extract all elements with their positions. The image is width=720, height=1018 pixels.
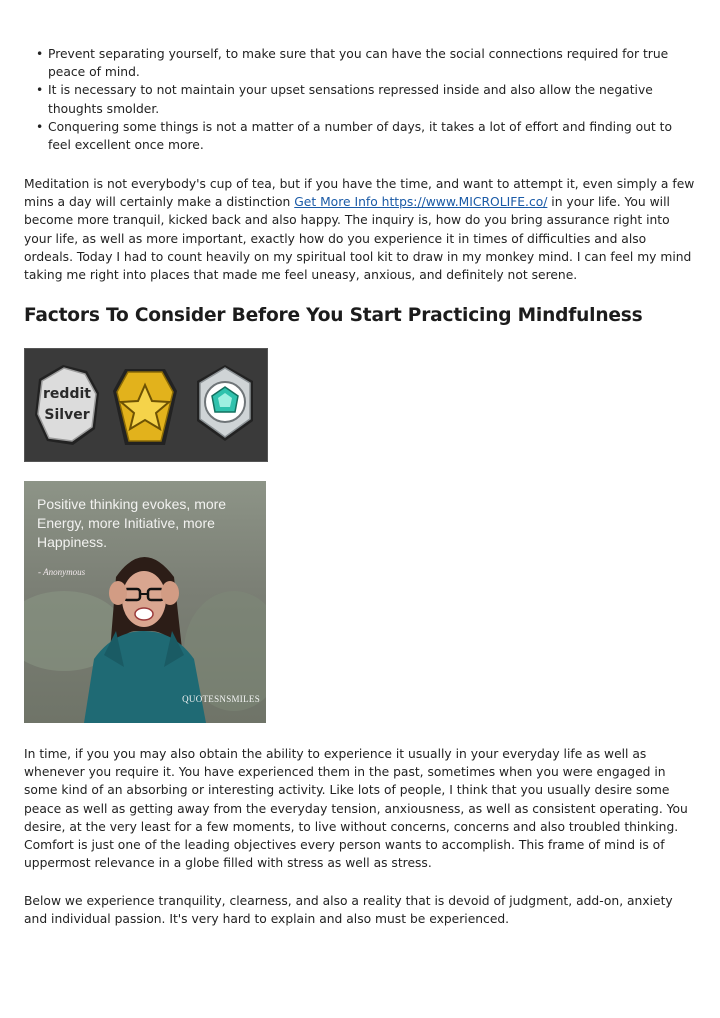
paragraph-everyday-life: In time, if you you may also obtain the ability to experience it usually in your everyday life as well as whenever you require it. You have experienced them in the past, sometimes when you were engaged in some kind of an absorbing or interesting activity. Like lots of people, I think that you usually desire some peace as well as getting away from the everyday tension, anxiousness, as well as consistent operating. You desire, at the very least for a few moments, to live without concerns, concerns and also troubled thinking. Comfort is just one of the leading objectives every person wants to accomplish. This frame of mind is of uppermost relevance in a globe filled with stress as well as stress. [24,747,688,871]
svg-text:reddit: reddit [43,386,91,402]
quote-brand-watermark: QUOTESNSMILES [182,693,260,704]
bullet-item: • Prevent separating yourself, to make sure that you can have the social connections required for true peace of mind. [36,45,676,81]
silver-award-icon [35,365,99,445]
quote-text: Positive thinking evokes, more Energy, more Initiative, more Happiness. [37,496,227,550]
gold-award-icon [113,369,177,445]
bullet-list [36,45,676,154]
bullet-item: • It is necessary to not maintain your upset sensations repressed inside and also allow the negative thoughts smolder. [36,81,676,117]
bullet-item: • Conquering some things is not a matter of a number of days, it takes a lot of effort and finding out to feel excellent once more. [36,118,676,154]
svg-text:Silver: Silver [44,407,90,423]
reddit-awards-image [24,348,268,462]
get-more-info-link[interactable]: Get More Info https://www.MICROLIFE.co/ [294,195,548,210]
paragraph-text: in your life. You will become more tranquil, kicked back and also happy. The inquiry is, how do you bring assurance right into your life, as well as more important, exactly how do you experience it in times of difficulties and also ordeals. Today I had to count heavily on my spiritual tool kit to draw in my monkey mind. I can feel my mind taking me right into places that made me feel uneasy, anxious, and definitely not serene. [24,195,692,283]
paragraph-meditation [24,175,696,284]
paragraph-text: Meditation is not everybody's cup of tea, but if you have the time, and want to attempt it, even simply a few mins a day will certainly make a distinction [24,177,695,210]
quote-image [24,481,266,723]
platinum-award-icon [197,365,253,441]
paragraph-tranquility: Below we experience tranquility, clearness, and also a reality that is devoid of judgment, add-on, anxiety and individual passion. It's very hard to explain and also must be experienced. [24,894,673,927]
awards-illustration [25,349,267,461]
section-heading: Factors To Consider Before You Start Practicing Mindfulness [24,305,643,326]
quote-author: - Anonymous [38,567,86,577]
